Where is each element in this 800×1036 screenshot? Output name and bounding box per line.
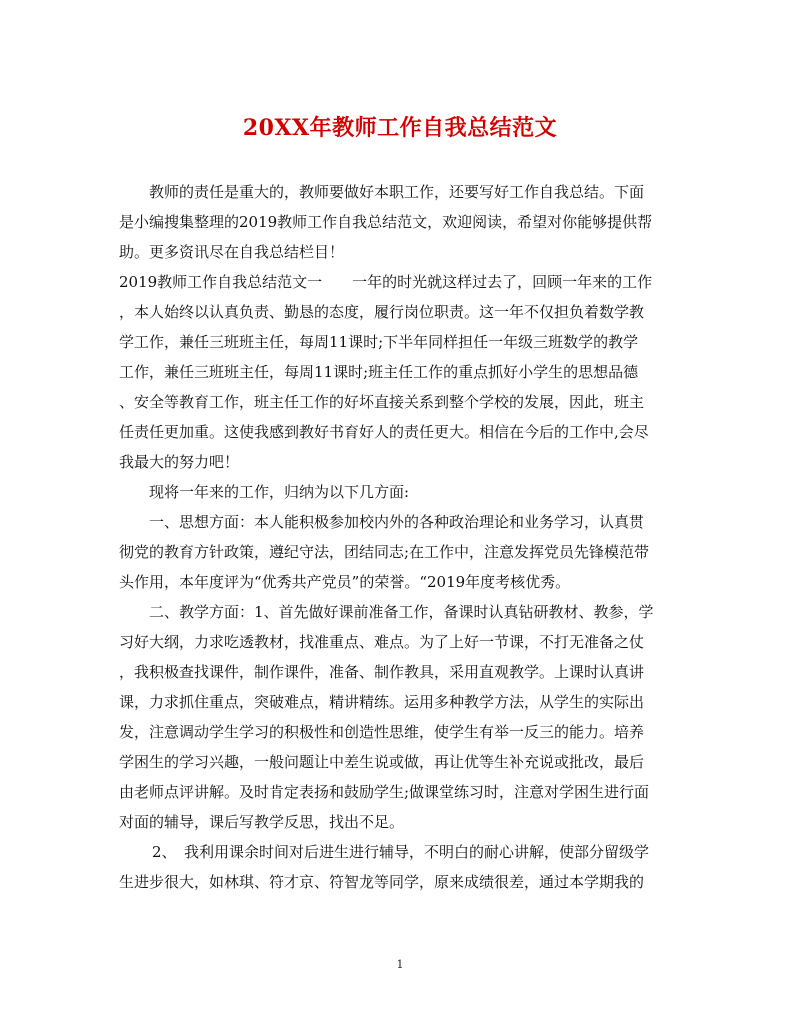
paragraph-line: 我最大的努力吧！ bbox=[119, 453, 240, 471]
paragraph-line: 学困生的学习兴趣，一般问题让中差生说或做，再让优等生补充说或批改，最后 bbox=[119, 753, 645, 771]
paragraph-line: 现将一年来的工作，归纳为以下几方面: bbox=[149, 483, 410, 501]
paragraph-line: 发，注意调动学生学习的积极性和创造性思维，使学生有举一反三的能力。培养 bbox=[119, 723, 645, 741]
paragraph-line: 生进步很大，如林琪、符才京、符智龙等同学，原来成绩很差，通过本学期我的 bbox=[119, 873, 645, 891]
paragraph-line: 由老师点评讲解。及时肯定表扬和鼓励学生;做课堂练习时，注意对学困生进行面 bbox=[119, 783, 650, 801]
paragraph-line: 对面的辅导，课后写教学反思，找出不足。 bbox=[119, 813, 405, 831]
paragraph-line: 课，力求抓住重点，突破难点，精讲精练。运用多种教学方法，从学生的实际出 bbox=[119, 693, 645, 711]
paragraph-line: 习好大纲，力求吃透教材，找准重点、难点。为了上好一节课，不打无准备之仗 bbox=[119, 633, 645, 651]
paragraph-line: 彻党的教育方针政策，遵纪守法，团结同志;在工作中，注意发挥党员先锋模范带 bbox=[119, 543, 650, 561]
paragraph-line: 、安全等教育工作，班主任工作的好坏直接关系到整个学校的发展，因此，班主 bbox=[119, 393, 645, 411]
document-title: 20XX年教师工作自我总结范文 bbox=[242, 115, 558, 141]
paragraph-line: 一、思想方面：本人能积极参加校内外的各种政治理论和业务学习，认真贯 bbox=[149, 513, 645, 531]
paragraph-line: 工作，兼任三班班主任，每周11课时;班主任工作的重点抓好小学生的思想品德 bbox=[119, 363, 639, 381]
paragraph-line: ，本人始终以认真负责、勤恳的态度，履行岗位职责。这一年不仅担负着数学教 bbox=[119, 303, 645, 321]
paragraph-line: 二、教学方面：1、首先做好课前准备工作，备课时认真钻研教材、教参，学 bbox=[149, 603, 654, 621]
paragraph-line: 2、 我利用课余时间对后进生进行辅导，不明白的耐心讲解，使部分留级学 bbox=[152, 843, 650, 861]
page-number: 1 bbox=[396, 958, 404, 971]
paragraph-line: ，我积极查找课件，制作课件，准备、制作教具，采用直观教学。上课时认真讲 bbox=[119, 663, 645, 681]
paragraph-line: 任责任更加重。这使我感到教好书育好人的责任更大。相信在今后的工作中,会尽 bbox=[119, 423, 649, 441]
paragraph-line: 教师的责任是重大的，教师要做好本职工作，还要写好工作自我总结。下面 bbox=[149, 183, 645, 201]
paragraph-line: 助。更多资讯尽在自我总结栏目！ bbox=[119, 243, 345, 261]
paragraph-line: 学工作，兼任三班班主任，每周11课时;下半年同样担任一年级三班数学的教学 bbox=[119, 333, 639, 351]
paragraph-line: 头作用，本年度评为“优秀共产党员”的荣誉。“2019年度考核优秀。 bbox=[119, 573, 571, 591]
paragraph-line: 是小编搜集整理的2019教师工作自我总结范文，欢迎阅读，希望对你能够提供帮 bbox=[119, 213, 653, 231]
paragraph-line: 2019教师工作自我总结范文一 一年的时光就这样过去了，回顾一年来的工作 bbox=[119, 273, 653, 291]
